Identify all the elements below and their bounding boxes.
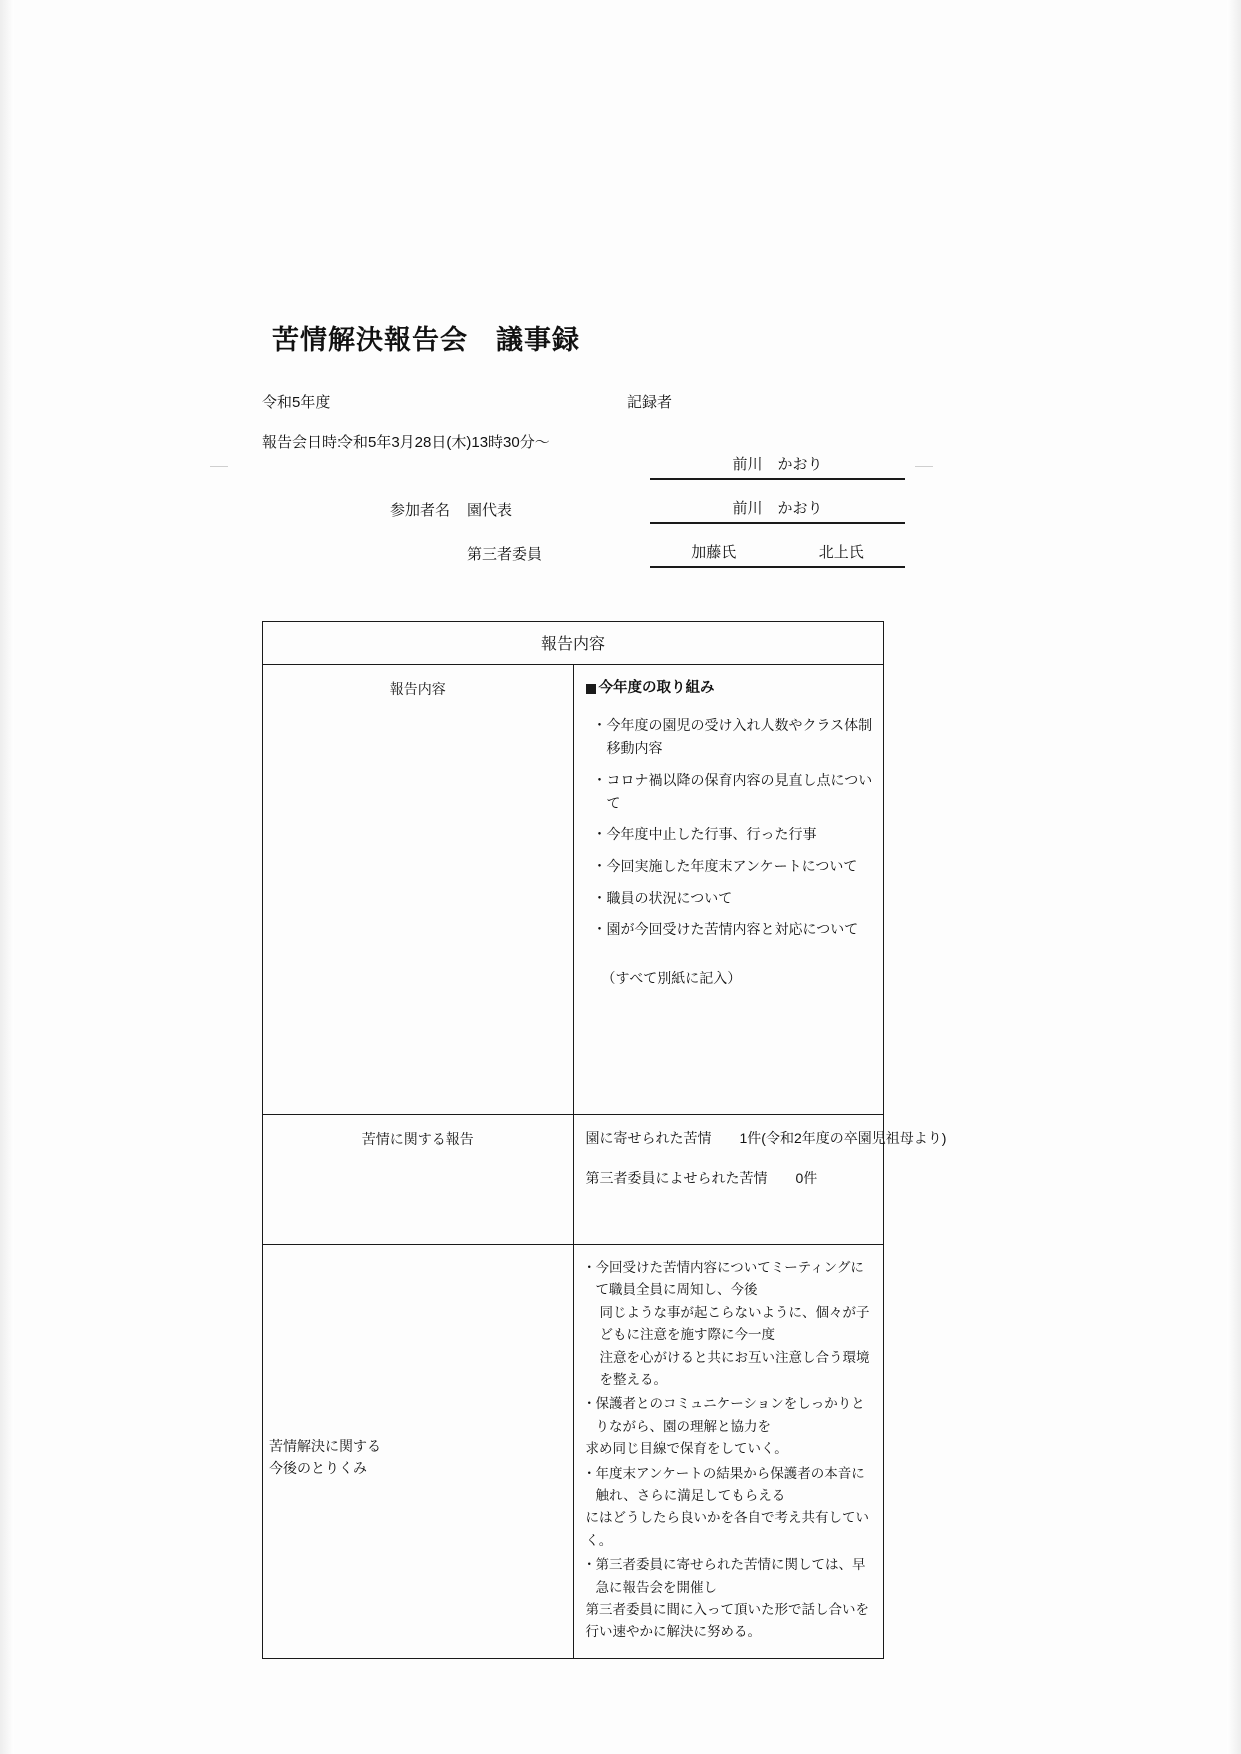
list-item	[586, 1463, 876, 1553]
row-label-line-1: 苦情解決に関する	[269, 1438, 381, 1455]
list-item: ・ 園が今回受けた苦情内容と対応について	[596, 918, 876, 941]
list-item: ・ 職員の状況について	[596, 887, 876, 910]
cell-blank-space	[586, 1196, 876, 1232]
table-row-report-content	[263, 665, 884, 1115]
scan-edge-shadow-right	[1227, 0, 1241, 1754]
scan-artifact-tick-right	[915, 466, 933, 467]
row-label-complaints: 苦情に関する報告	[263, 1114, 574, 1244]
list-item	[586, 1393, 876, 1460]
row-body-complaints	[573, 1114, 947, 1244]
page-title: 苦情解決報告会 議事録	[272, 325, 580, 355]
row-body-future-actions	[573, 1244, 884, 1658]
participant-third-party-field	[650, 541, 905, 568]
filled-square-bullet-icon	[586, 684, 596, 694]
table-row-complaints	[263, 1114, 884, 1244]
scan-artifact-tick-left	[210, 466, 228, 467]
action-continuation-text: 同じような事が起こらないように、個々が子どもに注意を施す際に今一度	[599, 1304, 870, 1343]
recorder-field	[650, 453, 905, 480]
fiscal-year-text: 令和5年度	[262, 394, 331, 411]
participant-third-party-values	[650, 541, 905, 568]
table-header-row	[263, 622, 884, 665]
recorder-label: 記録者	[627, 394, 673, 411]
row-label-report-content: 報告内容	[263, 665, 574, 1115]
section-heading-text: 今年度の取り組み	[598, 680, 715, 696]
meeting-datetime-row	[262, 431, 902, 473]
action-lead-text: 今回受けた苦情内容についてミーティングにて職員全員に周知し、今後	[595, 1259, 864, 1298]
document-content	[262, 318, 947, 1659]
recorder-name-value: 前川 かおり	[650, 453, 905, 480]
participants-label: 参加者名	[390, 502, 451, 519]
complaints-to-school: 園に寄せられた苦情 1件(令和2年度の卒園児祖母より)	[585, 1129, 947, 1146]
table-row-future-actions	[263, 1244, 884, 1658]
list-item: ・ 今年度の園児の受け入れ人数やクラス体制 移動内容	[596, 714, 876, 759]
action-continuation-text: 第三者委員に間に入って頂いた形で話し合いを行い速やかに解決に努める。	[585, 1601, 869, 1640]
row-label-future-actions	[263, 1244, 574, 1658]
third-party-member-1: 加藤氏	[691, 544, 737, 561]
future-actions-list	[586, 1257, 876, 1644]
initiatives-bullet-list	[596, 714, 887, 940]
participant-role-third-party: 第三者委員	[467, 546, 543, 563]
fiscal-year-row	[262, 391, 902, 411]
list-item: ・ コロナ禍以降の保育内容の見直し点について	[596, 769, 876, 814]
attachment-note: （すべて別紙に記入）	[601, 969, 742, 986]
section-heading-initiatives	[586, 677, 876, 700]
third-party-member-2: 北上氏	[818, 544, 864, 561]
action-lead-text: 保護者とのコミュニケーションをしっかりとりながら、園の理解と協力を	[595, 1396, 865, 1434]
report-table	[262, 621, 947, 1659]
action-continuation-text: 求め同じ目線で保育をしていく。	[585, 1441, 788, 1457]
row-body-report-content	[573, 665, 887, 1115]
action-continuation-text: にはどうしたら良いかを各自で考え共有していく。	[585, 1510, 869, 1548]
participant-role-school: 園代表	[467, 502, 513, 519]
complaints-to-third-party: 第三者委員によせられた苦情 0件	[585, 1170, 818, 1187]
list-item	[586, 1554, 876, 1644]
participant-school-value: 前川 かおり	[650, 497, 905, 524]
list-item: ・ 今回実施した年度末アンケートについて	[596, 855, 876, 878]
cell-blank-space	[586, 990, 876, 1102]
meeting-datetime-label: 報告会日時:	[262, 434, 342, 451]
list-item: ・ 今年度中止した行事、行った行事	[596, 823, 876, 846]
participant-school-field	[650, 497, 905, 524]
action-lead-text: 第三者委員に寄せられた苦情に関しては、早急に報告会を開催し	[595, 1557, 866, 1595]
scan-edge-shadow-left	[0, 0, 14, 1754]
participants-section	[262, 497, 902, 587]
action-continuation-text: 注意を心がけると共にお互い注意し合う環境を整える。	[599, 1349, 870, 1387]
row-label-line-2: 今後のとりくみ	[269, 1459, 367, 1476]
list-item	[586, 1257, 876, 1391]
meeting-datetime-value: 令和5年3月28日(木)13時30分〜	[338, 434, 550, 451]
action-lead-text: 年度末アンケートの結果から保護者の本音に触れ、さらに満足してもらえる	[595, 1465, 865, 1503]
table-header-title: 報告内容	[263, 622, 884, 665]
